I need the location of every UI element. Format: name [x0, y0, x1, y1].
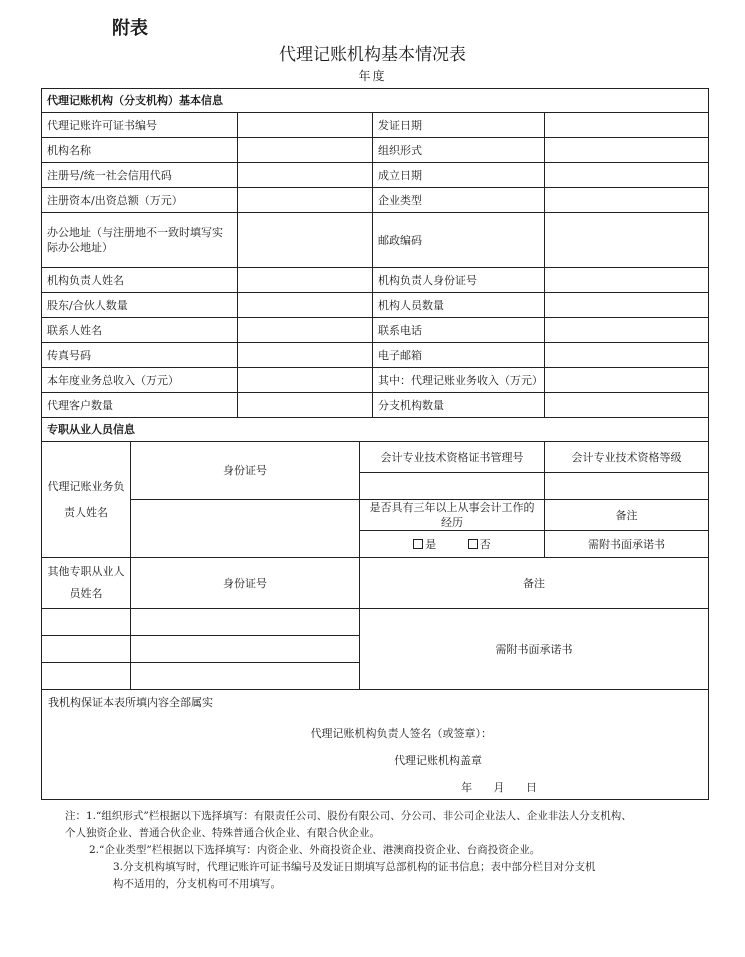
signature-label: 代理记账机构负责人签名（或签章）： [310, 727, 493, 740]
yes-label: 是 [425, 537, 437, 551]
table-row [42, 188, 709, 213]
leader-remark-label: 备注 [545, 500, 709, 531]
org-name-input[interactable] [238, 138, 373, 163]
yes-checkbox[interactable] [413, 539, 423, 549]
enterprise-type-input[interactable] [545, 188, 709, 213]
field-label: 联系人姓名 [42, 318, 238, 343]
staff-count-input[interactable] [545, 293, 709, 318]
staff-name-label: 其他专职从业人员姓名 [42, 558, 131, 609]
field-label: 分支机构数量 [373, 393, 545, 418]
table-row [42, 163, 709, 188]
total-revenue-input[interactable] [238, 368, 373, 393]
staff-name-input[interactable] [42, 663, 131, 690]
section-basic-info: 代理记账机构（分支机构）基本信息 [42, 89, 709, 113]
table-row [42, 343, 709, 368]
founded-date-input[interactable] [545, 163, 709, 188]
table-row [42, 268, 709, 293]
cert-level-label: 会计专业技术资格等级 [545, 442, 709, 473]
credit-code-input[interactable] [238, 163, 373, 188]
partner-count-input[interactable] [238, 293, 373, 318]
contact-phone-input[interactable] [545, 318, 709, 343]
experience-label: 是否具有三年以上从事会计工作的经历 [360, 500, 545, 531]
field-label: 企业类型 [373, 188, 545, 213]
note-line: 3.分支机构填写时，代理记账许可证书编号及发证日期填写总部机构的证书信息；表中部分栏目对分支机 [113, 861, 596, 873]
cert-number-label: 会计专业技术资格证书管理号 [360, 442, 545, 473]
cert-number-input[interactable] [360, 473, 545, 500]
staff-id-label: 身份证号 [131, 558, 360, 609]
field-label: 代理记账许可证书编号 [42, 113, 238, 138]
pledge-statement: 我机构保证本表所填内容全部属实 [48, 696, 213, 709]
field-label: 注册号/统一社会信用代码 [42, 163, 238, 188]
field-label: 联系电话 [373, 318, 545, 343]
field-label: 注册资本/出资总额（万元） [42, 188, 238, 213]
office-address-input[interactable] [238, 213, 373, 268]
table-row [42, 393, 709, 418]
fax-input[interactable] [238, 343, 373, 368]
field-label: 成立日期 [373, 163, 545, 188]
experience-options [360, 531, 545, 558]
field-label: 机构负责人身份证号 [373, 268, 545, 293]
staff-name-input[interactable] [42, 636, 131, 663]
bookkeeping-revenue-input[interactable] [545, 368, 709, 393]
field-label: 本年度业务总收入（万元） [42, 368, 238, 393]
section-staff-info: 专职从业人员信息 [42, 418, 709, 442]
seal-label: 代理记账机构盖章 [394, 754, 483, 767]
table-row [42, 293, 709, 318]
leader-id-label: 身份证号 [131, 442, 360, 500]
year-label: 年度 [358, 69, 387, 83]
leader-name-label: 代理记账业务负责人姓名 [42, 442, 131, 558]
table-row [42, 213, 709, 268]
field-label: 传真号码 [42, 343, 238, 368]
field-label: 办公地址（与注册地不一致时填写实际办公地址） [42, 213, 238, 268]
field-label: 机构名称 [42, 138, 238, 163]
field-label: 代理客户数量 [42, 393, 238, 418]
staff-id-input[interactable] [131, 609, 360, 636]
info-form-table [41, 88, 709, 800]
notes [65, 808, 705, 893]
branch-count-input[interactable] [545, 393, 709, 418]
registered-capital-input[interactable] [238, 188, 373, 213]
field-label: 邮政编码 [373, 213, 545, 268]
field-label: 机构负责人姓名 [42, 268, 238, 293]
note-line: 个人独资企业、普通合伙企业、特殊普通合伙企业、有限合伙企业。 [65, 827, 380, 839]
contact-name-input[interactable] [238, 318, 373, 343]
org-form-input[interactable] [545, 138, 709, 163]
principal-name-input[interactable] [238, 268, 373, 293]
field-label: 其中：代理记账业务收入（万元） [373, 368, 545, 393]
staff-id-input[interactable] [131, 663, 360, 690]
page-title: 代理记账机构基本情况表 [279, 45, 466, 65]
leader-id-input[interactable] [131, 500, 360, 558]
appendix-label: 附表 [112, 18, 148, 39]
table-row [42, 113, 709, 138]
field-label: 发证日期 [373, 113, 545, 138]
postal-code-input[interactable] [545, 213, 709, 268]
note-line: 2.“企业类型”栏根据以下选择填写：内资企业、外商投资企业、港澳商投资企业、台商投资企业。 [89, 844, 541, 856]
field-label: 机构人员数量 [373, 293, 545, 318]
leader-commitment-note: 需附书面承诺书 [545, 531, 709, 558]
note-line: 构不适用的，分支机构可不用填写。 [113, 878, 281, 890]
email-input[interactable] [545, 343, 709, 368]
staff-commitment-note: 需附书面承诺书 [360, 609, 709, 690]
license-number-input[interactable] [238, 113, 373, 138]
issue-date-input[interactable] [545, 113, 709, 138]
note-line: 注：1.“组织形式”栏根据以下选择填写：有限责任公司、股份有限公司、分公司、非公司企业法人、企业非法人分支机构、 [65, 810, 632, 822]
date-label: 年 月 日 [461, 781, 538, 794]
no-label: 否 [479, 537, 491, 551]
staff-remark-label: 备注 [360, 558, 709, 609]
table-row [42, 138, 709, 163]
table-row [42, 368, 709, 393]
field-label: 股东/合伙人数量 [42, 293, 238, 318]
client-count-input[interactable] [238, 393, 373, 418]
no-checkbox[interactable] [468, 539, 478, 549]
field-label: 组织形式 [373, 138, 545, 163]
staff-id-input[interactable] [131, 636, 360, 663]
staff-name-input[interactable] [42, 609, 131, 636]
cert-level-input[interactable] [545, 473, 709, 500]
field-label: 电子邮箱 [373, 343, 545, 368]
table-row [42, 318, 709, 343]
principal-id-input[interactable] [545, 268, 709, 293]
pledge-block [42, 690, 709, 800]
